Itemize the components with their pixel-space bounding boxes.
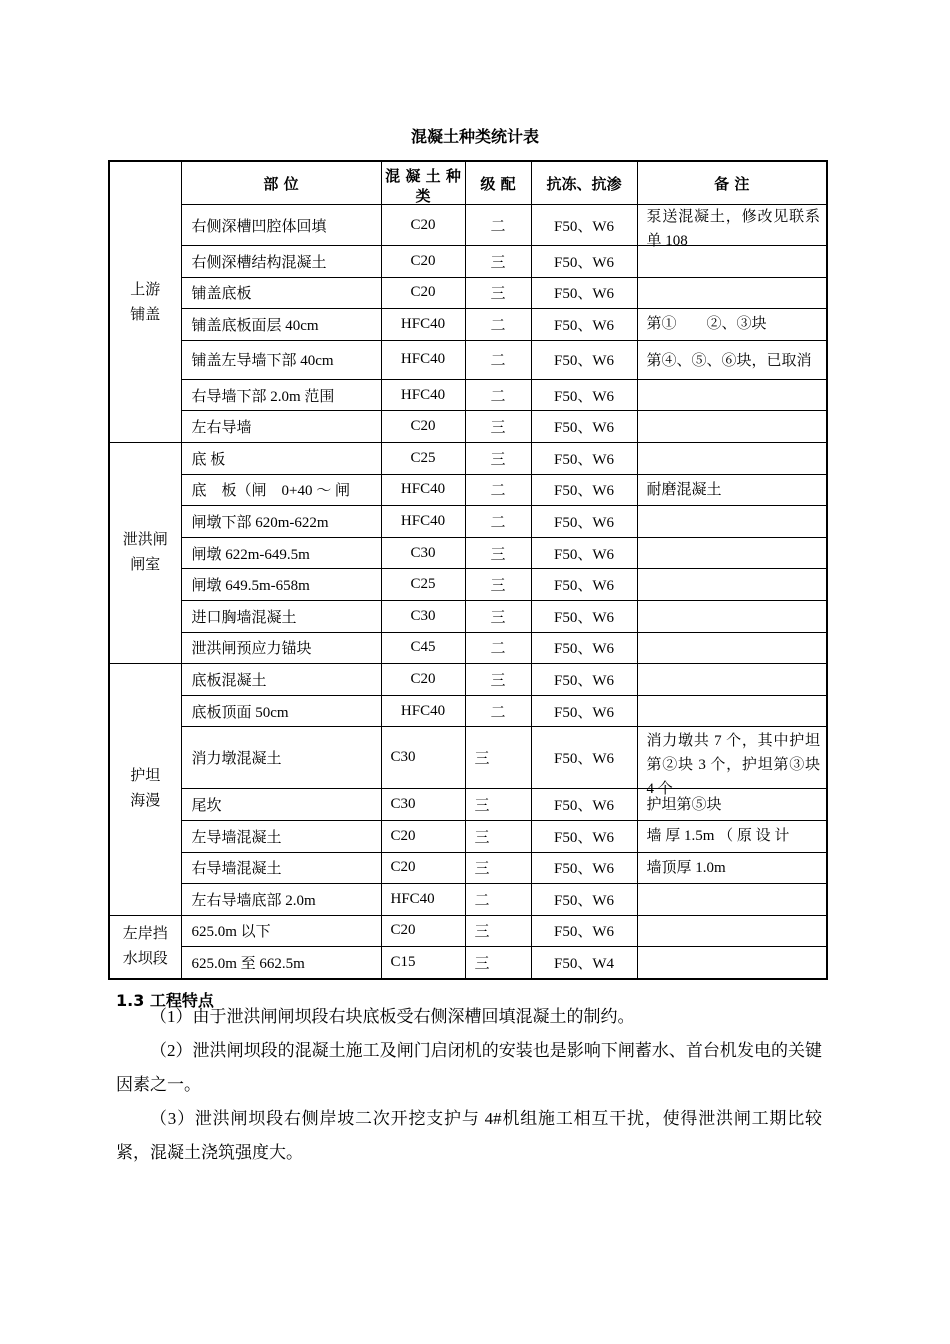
cell-note: 护坦第⑤块 (637, 789, 827, 821)
cell-type: C20 (381, 915, 465, 947)
cell-part: 铺盖左导墙下部 40cm (181, 340, 381, 379)
cell-frost: F50、W6 (531, 727, 637, 789)
cell-part: 右侧深槽凹腔体回填 (181, 205, 381, 246)
cell-grade: 二 (465, 309, 531, 341)
cell-note (637, 664, 827, 696)
cell-part: 底 板（闸 0+40 ～ 闸 (181, 474, 381, 506)
table-row (109, 537, 827, 569)
cell-frost: F50、W6 (531, 205, 637, 246)
table-row (109, 852, 827, 884)
group-label: 护坦海漫 (109, 664, 181, 916)
cell-frost: F50、W6 (531, 695, 637, 727)
cell-grade: 二 (465, 379, 531, 411)
cell-note: 消力墩共 7 个，其中护坦第②块 3 个，护坦第③块 4 个 (637, 727, 827, 789)
concrete-types-table (108, 160, 828, 980)
section-heading: 1.3 工程特点 (116, 991, 214, 1010)
cell-grade: 三 (465, 246, 531, 278)
cell-type: HFC40 (381, 379, 465, 411)
cell-part: 进口胸墙混凝土 (181, 600, 381, 632)
cell-type: HFC40 (381, 340, 465, 379)
cell-frost: F50、W4 (531, 947, 637, 979)
cell-part: 底板混凝土 (181, 664, 381, 696)
table-row (109, 506, 827, 538)
cell-note (637, 442, 827, 474)
cell-note (637, 947, 827, 979)
cell-frost: F50、W6 (531, 246, 637, 278)
cell-grade: 二 (465, 340, 531, 379)
cell-part: 底板顶面 50cm (181, 695, 381, 727)
table-row (109, 789, 827, 821)
cell-note (637, 569, 827, 601)
cell-note: 第④、⑤、⑥块，已取消 (637, 340, 827, 379)
cell-frost: F50、W6 (531, 537, 637, 569)
cell-grade: 二 (465, 474, 531, 506)
group-label: 上游铺盖 (109, 205, 181, 443)
cell-part: 铺盖底板面层 40cm (181, 309, 381, 341)
paragraph-3: （3）泄洪闸坝段右侧岸坡二次开挖支护与 4#机组施工相互干扰，使得泄洪闸工期比较紧，混凝土浇筑强度大。 (116, 1109, 822, 1162)
cell-frost: F50、W6 (531, 600, 637, 632)
header-empty (109, 161, 181, 205)
cell-grade: 二 (465, 884, 531, 916)
cell-type: C20 (381, 411, 465, 443)
header-frost: 抗冻、抗渗 (531, 161, 637, 205)
cell-note (637, 884, 827, 916)
table-row (109, 205, 827, 246)
paragraph-1: （1）由于泄洪闸闸坝段右块底板受右侧深槽回填混凝土的制约。 (150, 1007, 635, 1026)
cell-grade: 三 (465, 411, 531, 443)
cell-type: HFC40 (381, 695, 465, 727)
cell-type: C45 (381, 632, 465, 664)
cell-note: 泵送混凝土，修改见联系单 108 (637, 205, 827, 246)
cell-grade: 二 (465, 695, 531, 727)
cell-frost: F50、W6 (531, 309, 637, 341)
cell-note (637, 632, 827, 664)
table-row (109, 915, 827, 947)
paragraph-2: （2）泄洪闸坝段的混凝土施工及闸门启闭机的安装也是影响下闸蓄水、首台机发电的关键因素之一。 (116, 1041, 822, 1094)
header-note: 备 注 (637, 161, 827, 205)
group-label: 左岸挡水坝段 (109, 915, 181, 979)
header-part: 部 位 (181, 161, 381, 205)
cell-frost: F50、W6 (531, 915, 637, 947)
cell-type: HFC40 (381, 884, 465, 916)
cell-type: HFC40 (381, 474, 465, 506)
cell-grade: 三 (465, 277, 531, 309)
table-row (109, 569, 827, 601)
cell-type: C30 (381, 789, 465, 821)
cell-type: HFC40 (381, 506, 465, 538)
cell-type: C25 (381, 569, 465, 601)
cell-part: 闸墩下部 620m-622m (181, 506, 381, 538)
table-row (109, 727, 827, 789)
cell-part: 625.0m 以下 (181, 915, 381, 947)
cell-type: C25 (381, 442, 465, 474)
cell-frost: F50、W6 (531, 820, 637, 852)
cell-type: C30 (381, 537, 465, 569)
cell-note (637, 379, 827, 411)
cell-note: 第① ②、③块 (637, 309, 827, 341)
cell-frost: F50、W6 (531, 506, 637, 538)
cell-frost: F50、W6 (531, 277, 637, 309)
table-row (109, 246, 827, 278)
cell-frost: F50、W6 (531, 474, 637, 506)
cell-grade: 三 (465, 727, 531, 789)
table-row (109, 600, 827, 632)
cell-grade: 三 (465, 600, 531, 632)
cell-part: 右导墙下部 2.0m 范围 (181, 379, 381, 411)
table-title: 混凝土种类统计表 (410, 127, 539, 146)
cell-note (637, 537, 827, 569)
table-row (109, 442, 827, 474)
cell-type: C20 (381, 205, 465, 246)
cell-part: 闸墩 649.5m-658m (181, 569, 381, 601)
cell-part: 左导墙混凝土 (181, 820, 381, 852)
cell-frost: F50、W6 (531, 379, 637, 411)
group-label: 泄洪闸闸室 (109, 442, 181, 663)
cell-grade: 三 (465, 664, 531, 696)
cell-type: HFC40 (381, 309, 465, 341)
header-grade: 级 配 (465, 161, 531, 205)
cell-grade: 二 (465, 506, 531, 538)
cell-part: 右导墙混凝土 (181, 852, 381, 884)
cell-type: C30 (381, 600, 465, 632)
cell-frost: F50、W6 (531, 664, 637, 696)
cell-note: 墙 厚 1.5m （ 原 设 计 (637, 820, 827, 852)
cell-note: 耐磨混凝土 (637, 474, 827, 506)
cell-frost: F50、W6 (531, 442, 637, 474)
cell-frost: F50、W6 (531, 411, 637, 443)
cell-frost: F50、W6 (531, 340, 637, 379)
cell-type: C30 (381, 727, 465, 789)
cell-grade: 三 (465, 789, 531, 821)
cell-type: C15 (381, 947, 465, 979)
cell-part: 左右导墙 (181, 411, 381, 443)
table-row (109, 277, 827, 309)
cell-note: 墙顶厚 1.0m (637, 852, 827, 884)
table-row (109, 379, 827, 411)
cell-part: 泄洪闸预应力锚块 (181, 632, 381, 664)
cell-grade: 三 (465, 820, 531, 852)
table-row (109, 340, 827, 379)
cell-part: 铺盖底板 (181, 277, 381, 309)
cell-type: C20 (381, 246, 465, 278)
cell-grade: 三 (465, 852, 531, 884)
cell-part: 625.0m 至 662.5m (181, 947, 381, 979)
cell-type: C20 (381, 277, 465, 309)
cell-frost: F50、W6 (531, 569, 637, 601)
table-row (109, 411, 827, 443)
cell-grade: 二 (465, 205, 531, 246)
cell-grade: 二 (465, 632, 531, 664)
cell-part: 闸墩 622m-649.5m (181, 537, 381, 569)
table-row (109, 820, 827, 852)
cell-note (637, 600, 827, 632)
cell-note (637, 506, 827, 538)
cell-note (637, 277, 827, 309)
cell-grade: 三 (465, 442, 531, 474)
cell-frost: F50、W6 (531, 632, 637, 664)
table-row (109, 309, 827, 341)
header-type: 混 凝 土 种 类 (381, 161, 465, 205)
cell-part: 左右导墙底部 2.0m (181, 884, 381, 916)
cell-grade: 三 (465, 915, 531, 947)
cell-note (637, 695, 827, 727)
cell-part: 尾坎 (181, 789, 381, 821)
cell-note (637, 411, 827, 443)
cell-type: C20 (381, 664, 465, 696)
cell-grade: 三 (465, 947, 531, 979)
cell-part: 底 板 (181, 442, 381, 474)
cell-grade: 三 (465, 537, 531, 569)
cell-frost: F50、W6 (531, 884, 637, 916)
table-row (109, 664, 827, 696)
header-row (109, 161, 827, 205)
cell-type: C20 (381, 852, 465, 884)
cell-type: C20 (381, 820, 465, 852)
cell-part: 右侧深槽结构混凝土 (181, 246, 381, 278)
table-row (109, 947, 827, 979)
cell-frost: F50、W6 (531, 852, 637, 884)
table-row (109, 884, 827, 916)
cell-note (637, 915, 827, 947)
table-row (109, 632, 827, 664)
table-row (109, 474, 827, 506)
cell-part: 消力墩混凝土 (181, 727, 381, 789)
cell-grade: 三 (465, 569, 531, 601)
cell-frost: F50、W6 (531, 789, 637, 821)
table-row (109, 695, 827, 727)
